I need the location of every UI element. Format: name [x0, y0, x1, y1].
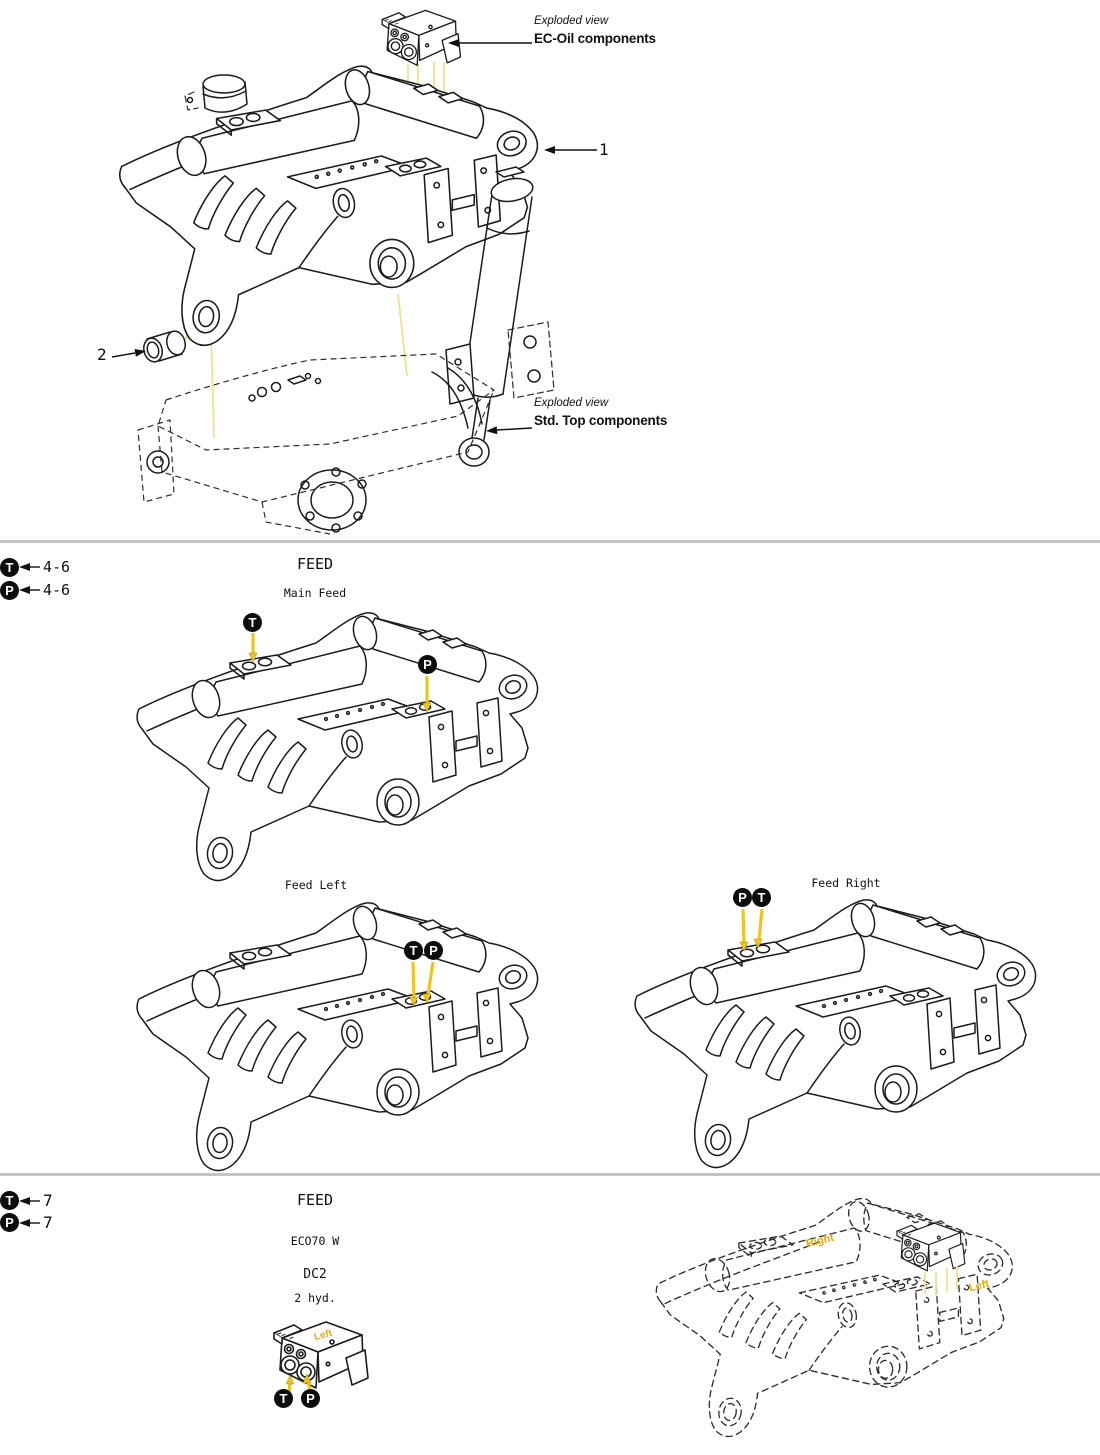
coupler-frame-feed-right — [635, 900, 1036, 1168]
legend-arrows-feed — [19, 563, 40, 594]
legend-marker-t-feed: T — [0, 558, 19, 577]
legend-ref-p-feed: 4-6 — [43, 581, 71, 599]
eco-config-label: 2 hyd. — [294, 1291, 336, 1305]
eco-valve-label: DC2 — [303, 1267, 327, 1282]
std-top-view-label: Exploded view — [534, 397, 609, 409]
eco-feed-title: FEED — [296, 1191, 334, 1209]
lower-valve-fittings — [249, 374, 321, 402]
lower-frame-assembly — [138, 354, 494, 534]
legend-ref-p-eco: 7 — [43, 1213, 53, 1232]
eco-section-drawing — [19, 1197, 1012, 1436]
dc2-valve-mounted — [897, 1223, 965, 1271]
legend-marker-p-feed: P — [0, 581, 19, 600]
feed-left-label: Feed Left — [284, 878, 348, 892]
coupler-frame-main-feed — [137, 613, 538, 881]
feed-right-label: Feed Right — [811, 876, 881, 890]
ec-oil-view-label: Exploded view — [534, 15, 609, 27]
leader-line-right — [398, 294, 407, 376]
marker-p-dc2: P — [301, 1389, 320, 1408]
legend-arrows-eco — [19, 1197, 40, 1227]
ec-oil-caption: EC-Oil components — [534, 31, 656, 46]
marker-p-main-feed: P — [418, 655, 437, 674]
legend-marker-p-eco: P — [0, 1213, 19, 1232]
leader-lines-dc2-mounted — [925, 1266, 957, 1296]
marker-p-feed-right: P — [733, 888, 752, 907]
feed-title: FEED — [296, 555, 334, 573]
marker-p-feed-left: P — [424, 941, 443, 960]
cap-part — [185, 75, 247, 112]
marker-t-feed-left: T — [404, 941, 423, 960]
section-divider-1 — [0, 540, 1100, 543]
exploded-view-drawing — [112, 10, 597, 534]
main-feed-label: Main Feed — [283, 586, 347, 600]
std-top-caption: Std. Top components — [534, 413, 668, 428]
leader-line-left — [211, 330, 214, 438]
feed-views-drawing — [19, 563, 1036, 1171]
coupler-frame-exploded — [120, 66, 538, 345]
dc2-left-label: Left — [312, 1327, 334, 1344]
bushing-part — [141, 329, 188, 364]
marker-t-main-feed: T — [243, 613, 262, 632]
legend-marker-t-eco: T — [0, 1191, 19, 1210]
eco-model-label: ECO70 W — [290, 1234, 340, 1248]
marker-t-feed-right: T — [752, 888, 771, 907]
marker-t-dc2: T — [274, 1389, 293, 1408]
frame-left-label: Left — [967, 1277, 991, 1295]
callout-1: 1 — [599, 140, 609, 159]
ec-oil-valve — [382, 10, 460, 65]
callout-2: 2 — [97, 345, 107, 364]
section-divider-2 — [0, 1173, 1100, 1176]
frame-right-label: Right — [804, 1231, 836, 1251]
coupler-frame-feed-left — [137, 903, 538, 1171]
legend-ref-t-feed: 4-6 — [43, 558, 71, 576]
legend-ref-t-eco: 7 — [43, 1191, 53, 1210]
